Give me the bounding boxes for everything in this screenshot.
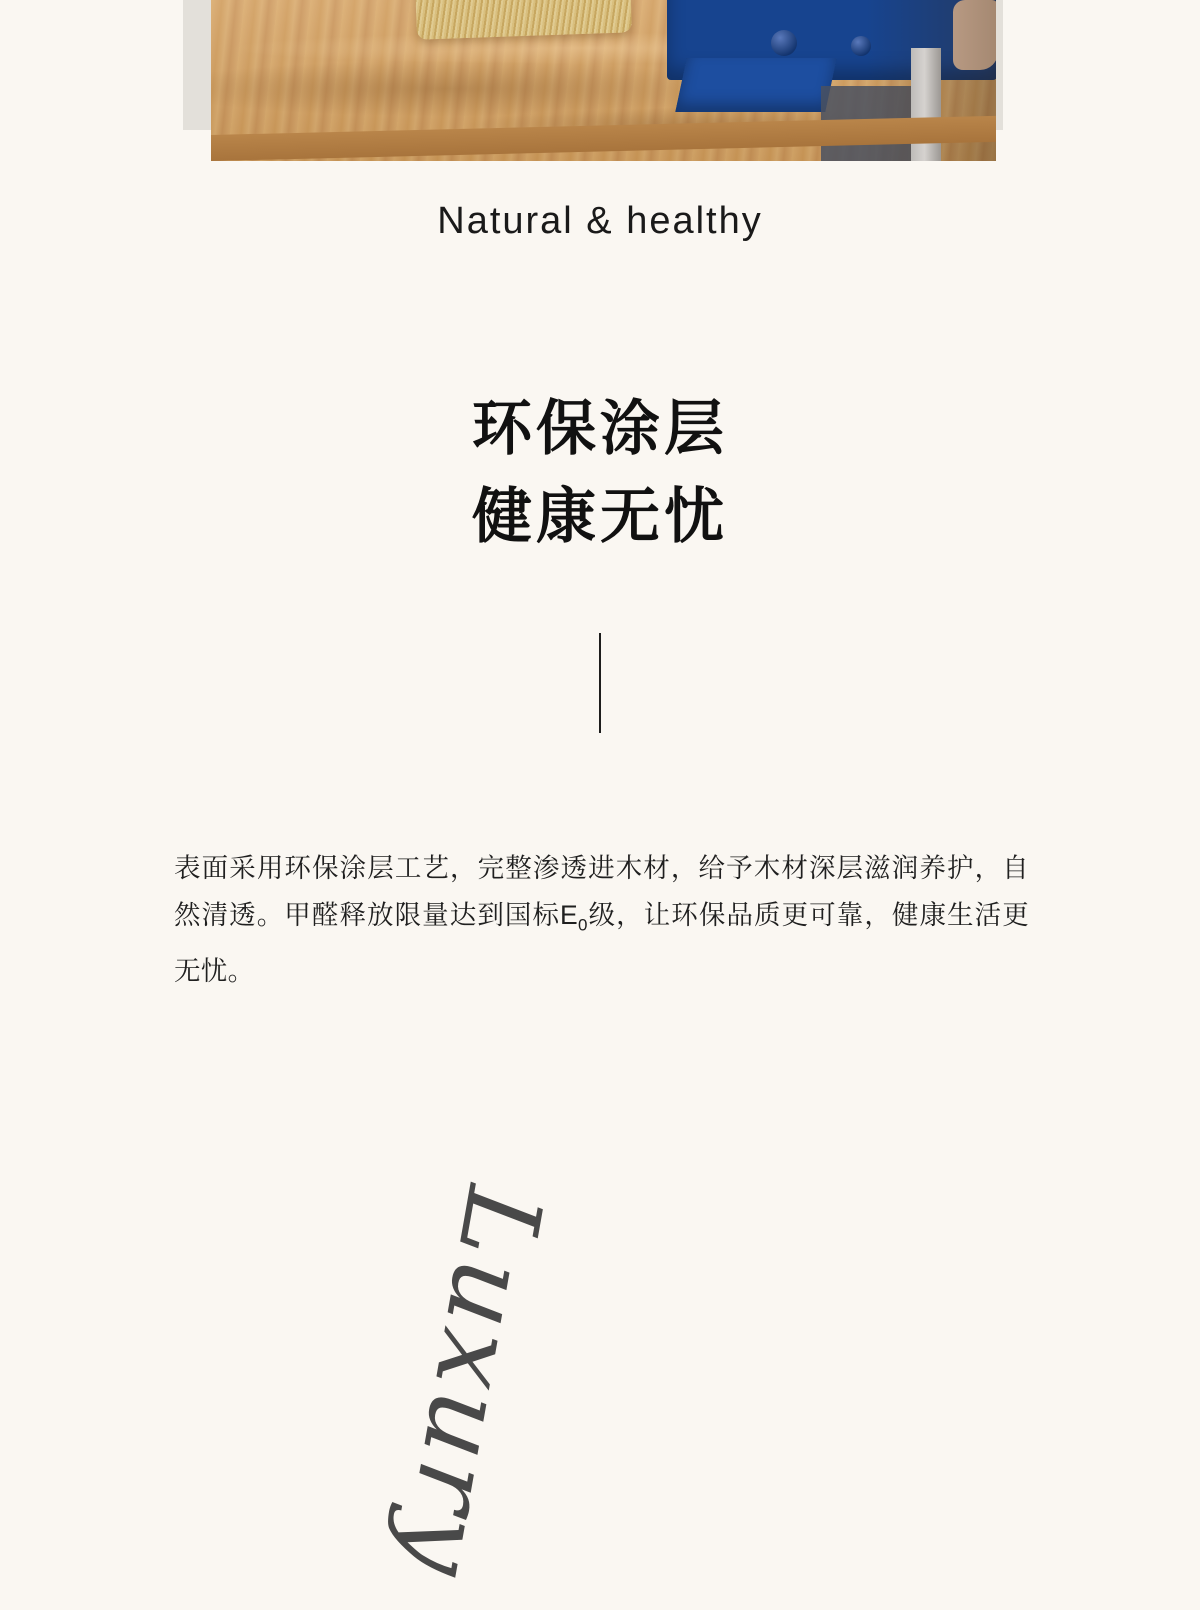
headline-block <box>0 385 1200 561</box>
blue-machine-arm <box>675 58 836 112</box>
english-subtitle: Natural & healthy <box>437 200 763 242</box>
headline-line-2: 健康无忧 <box>472 483 728 550</box>
machine-bolt-icon <box>771 30 797 56</box>
body-paragraph-part2: 级，让环保品质更可靠，健康生活更无忧。 <box>174 899 1029 986</box>
headline-line-1: 环保涂层 <box>472 395 728 462</box>
hero-image-block <box>0 0 1200 165</box>
body-paragraph <box>174 845 1029 995</box>
body-paragraph-subscript: 0 <box>578 914 588 934</box>
decorative-script-block <box>377 1178 770 1610</box>
vertical-divider <box>599 633 601 733</box>
luxury-script-text: Luxury <box>377 1178 566 1589</box>
hero-photo <box>211 0 996 161</box>
body-paragraph-part1: 表面采用环保涂层工艺，完整渗透进木材，给予木材深层滋润养护，自然清透。甲醛释放限量达到国标E <box>174 852 1029 930</box>
